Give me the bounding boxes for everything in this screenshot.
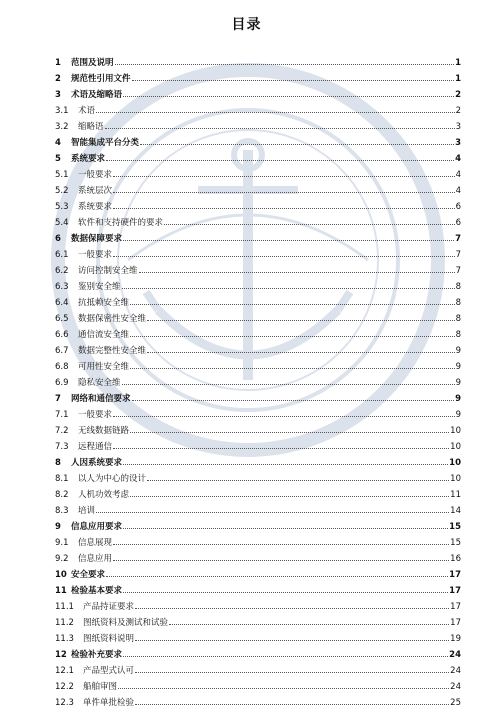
toc-entry-number: 9.2 — [55, 554, 69, 564]
toc-entry[interactable] — [55, 679, 461, 695]
toc-entry-page: 24 — [450, 682, 461, 692]
dot-leader — [132, 391, 455, 401]
toc-entry-page: 3 — [455, 138, 461, 148]
dot-leader — [113, 183, 455, 193]
toc-entry-page: 25 — [450, 698, 461, 708]
toc-entry-number: 2 — [55, 74, 61, 84]
toc-entry-title: 术语及缩略语 — [71, 90, 123, 100]
toc-entry[interactable] — [55, 119, 461, 135]
toc-entry-number: 8.3 — [55, 506, 69, 516]
toc-entry-title: 信息应用要求 — [71, 522, 123, 532]
toc-entry-page: 6 — [455, 218, 461, 228]
toc-entry-page: 2 — [455, 90, 461, 100]
toc-entry-title: 一般要求 — [78, 250, 113, 260]
toc-entry-title: 数据完整性安全维 — [78, 346, 147, 356]
toc-entry-page: 17 — [449, 586, 461, 596]
toc-entry-number: 7.2 — [55, 426, 69, 436]
toc-entry-title: 单件单批检验 — [83, 698, 135, 708]
dot-leader — [113, 199, 455, 209]
dot-leader — [118, 679, 449, 689]
dot-leader — [130, 487, 449, 497]
toc-entry-number: 5.4 — [55, 218, 69, 228]
dot-leader — [106, 151, 454, 161]
toc-entry-number: 9 — [55, 522, 61, 532]
toc-entry-number: 3.1 — [55, 106, 69, 116]
dot-leader — [132, 71, 455, 81]
toc-entry-title: 术语 — [78, 106, 96, 116]
dot-leader — [130, 327, 455, 337]
toc-entry[interactable] — [55, 167, 461, 183]
toc-entry-page: 9 — [455, 362, 461, 372]
toc-entry-page: 14 — [450, 506, 461, 516]
toc-entry-title: 范围及说明 — [71, 58, 114, 68]
toc-entry[interactable] — [55, 535, 461, 551]
toc-entry-title: 无线数据链路 — [78, 426, 130, 436]
toc-entry[interactable] — [55, 263, 461, 279]
toc-entry[interactable] — [55, 695, 461, 711]
toc-entry-title: 系统层次 — [78, 186, 113, 196]
toc-entry[interactable] — [55, 231, 461, 247]
toc-entry-number: 6.4 — [55, 298, 69, 308]
toc-entry-page: 8 — [455, 314, 461, 324]
toc-entry[interactable] — [55, 503, 461, 519]
toc-entry-page: 16 — [450, 554, 461, 564]
toc-entry[interactable] — [55, 487, 461, 503]
toc-entry-page: 15 — [450, 538, 461, 548]
toc-entry[interactable] — [55, 551, 461, 567]
toc-entry[interactable] — [55, 247, 461, 263]
toc-entry-page: 7 — [455, 234, 461, 244]
dot-leader — [123, 647, 448, 657]
toc-entry-number: 6.3 — [55, 282, 69, 292]
toc-entry-title: 检验基本要求 — [71, 586, 123, 596]
toc-entry-title: 系统要求 — [78, 202, 113, 212]
toc-entry[interactable] — [55, 87, 461, 103]
dot-leader — [106, 567, 448, 577]
dot-leader — [113, 535, 449, 545]
toc-entry-number: 1 — [55, 58, 61, 68]
toc-entry[interactable] — [55, 567, 461, 583]
dot-leader — [113, 551, 449, 561]
dot-leader — [105, 119, 455, 129]
toc-entry[interactable] — [55, 647, 461, 663]
page-title: 目录 — [231, 17, 262, 33]
dot-leader — [113, 439, 449, 449]
toc-entry[interactable] — [55, 135, 461, 151]
toc-entry-number: 5.1 — [55, 170, 69, 180]
toc-entry-page: 9 — [455, 378, 461, 388]
dot-leader — [169, 615, 449, 625]
toc-entry[interactable] — [55, 519, 461, 535]
toc-entry-page: 10 — [450, 442, 461, 452]
toc-entry-title: 产品型式认可 — [83, 666, 135, 676]
toc-entry-number: 5.2 — [55, 186, 69, 196]
toc-entry-page: 7 — [455, 266, 461, 276]
toc-entry-number: 10 — [55, 570, 67, 580]
toc-entry-title: 图纸资料及测试和试验 — [83, 618, 169, 628]
toc-entry-title: 检验补充要求 — [71, 650, 123, 660]
toc-entry-page: 10 — [450, 426, 461, 436]
toc-entry-number: 6.2 — [55, 266, 69, 276]
toc-entry-page: 17 — [450, 602, 461, 612]
toc-entry[interactable] — [55, 151, 461, 167]
toc-entry-number: 9.1 — [55, 538, 69, 548]
toc-entry-page: 8 — [455, 298, 461, 308]
toc-entry[interactable] — [55, 215, 461, 231]
dot-leader — [113, 167, 455, 177]
toc-entry-number: 8.2 — [55, 490, 69, 500]
toc-entry-page: 8 — [455, 282, 461, 292]
toc-entry-title: 以人为中心的设计 — [78, 474, 147, 484]
toc-entry[interactable] — [55, 103, 461, 119]
dot-leader — [123, 87, 454, 97]
toc-entry[interactable] — [55, 375, 461, 391]
toc-entry-title: 缩略语 — [78, 122, 104, 132]
toc-entry[interactable] — [55, 311, 461, 327]
toc-entry[interactable] — [55, 583, 461, 599]
toc-entry-number: 6.7 — [55, 346, 69, 356]
dot-leader — [147, 471, 449, 481]
toc-entry-number: 6.1 — [55, 250, 69, 260]
toc-entry[interactable] — [55, 183, 461, 199]
toc-entry[interactable] — [55, 455, 461, 471]
toc-entry-number: 7.3 — [55, 442, 69, 452]
toc-entry-title: 鉴别安全维 — [78, 282, 121, 292]
toc-entry-number: 5 — [55, 154, 61, 164]
toc-entry-title: 可用性安全维 — [78, 362, 130, 372]
dot-leader — [135, 631, 449, 641]
toc-entry-number: 6.9 — [55, 378, 69, 388]
toc-entry-number: 5.3 — [55, 202, 69, 212]
toc-entry-page: 3 — [455, 122, 461, 132]
toc-entry[interactable] — [55, 55, 461, 71]
toc-entry-title: 数据保障要求 — [71, 234, 123, 244]
dot-leader — [130, 359, 455, 369]
toc-entry-title: 数据保密性安全维 — [78, 314, 147, 324]
dot-leader — [147, 343, 455, 353]
toc-entry[interactable] — [55, 71, 461, 87]
dot-leader — [147, 311, 455, 321]
toc-entry-page: 7 — [455, 250, 461, 260]
toc-entry-title: 系统要求 — [71, 154, 106, 164]
dot-leader — [123, 583, 448, 593]
dot-leader — [140, 135, 454, 145]
toc-entry-number: 7 — [55, 394, 61, 404]
toc-entry-title: 一般要求 — [78, 410, 113, 420]
toc-entry-number: 3 — [55, 90, 61, 100]
toc-entry-title: 软件和支持硬件的要求 — [78, 218, 164, 228]
toc-entry-page: 9 — [455, 346, 461, 356]
toc-entry-number: 11 — [55, 586, 67, 596]
toc-entry-title: 人因系统要求 — [71, 458, 123, 468]
toc-entry-page: 19 — [450, 634, 461, 644]
toc-entry-number: 12.2 — [55, 682, 74, 692]
toc-entry-number: 12 — [55, 650, 67, 660]
table-of-contents — [55, 55, 461, 711]
dot-leader — [139, 263, 455, 273]
toc-entry-title: 信息应用 — [78, 554, 113, 564]
dot-leader — [96, 103, 455, 113]
toc-entry-number: 6.5 — [55, 314, 69, 324]
toc-entry-title: 船舶审图 — [83, 682, 118, 692]
toc-entry-page: 24 — [449, 650, 461, 660]
dot-leader — [123, 455, 448, 465]
toc-entry-number: 6 — [55, 234, 61, 244]
toc-entry-number: 11.2 — [55, 618, 74, 628]
toc-entry-number: 12.3 — [55, 698, 74, 708]
toc-entry-page: 2 — [455, 106, 461, 116]
toc-entry-page: 1 — [455, 58, 461, 68]
dot-leader — [113, 247, 455, 257]
dot-leader — [96, 503, 449, 513]
toc-entry-page: 17 — [450, 618, 461, 628]
toc-entry-title: 信息展现 — [78, 538, 113, 548]
toc-entry-title: 一般要求 — [78, 170, 113, 180]
toc-entry-page: 10 — [450, 474, 461, 484]
toc-entry[interactable] — [55, 439, 461, 455]
toc-entry-number: 8.1 — [55, 474, 69, 484]
toc-entry-page: 6 — [455, 202, 461, 212]
toc-entry-number: 12.1 — [55, 666, 74, 676]
toc-entry-number: 7.1 — [55, 410, 69, 420]
toc-entry[interactable] — [55, 279, 461, 295]
toc-entry-title: 安全要求 — [71, 570, 106, 580]
toc-entry-page: 1 — [455, 74, 461, 84]
toc-entry[interactable] — [55, 343, 461, 359]
toc-entry-page: 17 — [449, 570, 461, 580]
dot-leader — [115, 55, 455, 65]
dot-leader — [122, 375, 455, 385]
toc-entry-title: 规范性引用文件 — [71, 74, 131, 84]
toc-entry-title: 培训 — [78, 506, 96, 516]
toc-entry-number: 3.2 — [55, 122, 69, 132]
toc-entry-number: 11.1 — [55, 602, 74, 612]
dot-leader — [123, 231, 454, 241]
dot-leader — [130, 423, 449, 433]
toc-entry-page: 8 — [455, 330, 461, 340]
toc-entry[interactable] — [55, 199, 461, 215]
dot-leader — [135, 663, 449, 673]
toc-entry-number: 6.8 — [55, 362, 69, 372]
dot-leader — [122, 279, 455, 289]
toc-entry-page: 4 — [455, 170, 461, 180]
toc-entry[interactable] — [55, 599, 461, 615]
toc-entry-number: 6.6 — [55, 330, 69, 340]
toc-entry[interactable] — [55, 423, 461, 439]
toc-entry-number: 8 — [55, 458, 61, 468]
toc-entry[interactable] — [55, 295, 461, 311]
toc-entry-title: 网络和通信要求 — [71, 394, 131, 404]
toc-entry-number: 11.3 — [55, 634, 74, 644]
toc-entry-page: 15 — [449, 522, 461, 532]
toc-entry-title: 产品持证要求 — [83, 602, 135, 612]
dot-leader — [135, 695, 449, 705]
toc-entry-number: 4 — [55, 138, 61, 148]
toc-entry-title: 人机功效考虑 — [78, 490, 130, 500]
dot-leader — [135, 599, 449, 609]
toc-entry-page: 4 — [455, 186, 461, 196]
toc-entry[interactable] — [55, 407, 461, 423]
dot-leader — [123, 519, 448, 529]
dot-leader — [113, 407, 455, 417]
toc-entry-title: 抗抵赖安全维 — [78, 298, 130, 308]
dot-leader — [164, 215, 455, 225]
dot-leader — [130, 295, 455, 305]
toc-entry[interactable] — [55, 327, 461, 343]
toc-entry-page: 4 — [455, 154, 461, 164]
toc-entry-title: 远程通信 — [78, 442, 113, 452]
toc-entry-page: 11 — [450, 490, 461, 500]
toc-entry-page: 10 — [449, 458, 461, 468]
toc-entry-page: 9 — [455, 410, 461, 420]
toc-entry[interactable] — [55, 391, 461, 407]
toc-entry[interactable] — [55, 663, 461, 679]
toc-entry[interactable] — [55, 359, 461, 375]
toc-entry[interactable] — [55, 631, 461, 647]
toc-entry-title: 智能集成平台分类 — [71, 138, 140, 148]
toc-entry-page: 9 — [455, 394, 461, 404]
toc-entry-page: 24 — [450, 666, 461, 676]
toc-entry-title: 通信流安全维 — [78, 330, 130, 340]
toc-entry-title: 图纸资料说明 — [83, 634, 135, 644]
toc-entry[interactable] — [55, 471, 461, 487]
toc-entry-title: 访问控制安全维 — [78, 266, 138, 276]
toc-entry[interactable] — [55, 615, 461, 631]
toc-entry-title: 隐私安全维 — [78, 378, 121, 388]
